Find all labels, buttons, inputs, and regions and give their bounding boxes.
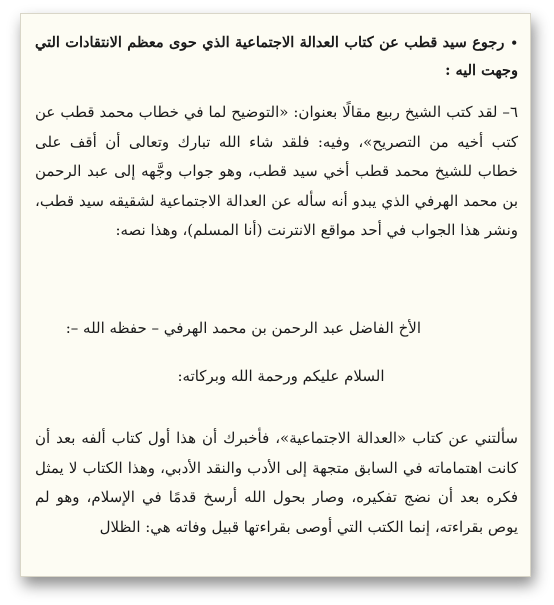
paragraph-letter-body: سألتني عن كتاب «العدالة الاجتماعية»، فأخبرك أن هذا أول كتاب ألفه بعد أن كانت اهتماماته في السابق متجهة إلى الأدب والنقد الأدبي، وهذا الكتاب لا يمثل فكره بعد أن نضج تفكيره، وصار بحول الله أرسخ قدمًا في الإسلام، وهو لم يوص بقراءته، إنما الكتب التي أوصى بقراءتها قبيل وفاته هي: الظلال xyxy=(35,429,518,536)
paragraph-intro: ٦– لقد كتب الشيخ ربيع مقالًا بعنوان: «التوضيح لما في خطاب محمد قطب عن كتب أخيه من التصريح»، وفيه: فلقد شاء الله تبارك وتعالى أن أقف على خطاب للشيخ محمد قطب أخي سيد قطب، وهو جواب وجَّهه إلى عبد الرحمن بن محمد الهرفي الذي يبدو أنه سأله عن العدالة الاجتماعية لشقيقه سيد قطب، ونشر هذا الجواب في أحد مواقع الانترنت (أنا المسلم)، وهذا نصه: xyxy=(35,103,518,239)
section-heading xyxy=(35,29,518,84)
document-page xyxy=(20,13,531,577)
bullet-icon: • xyxy=(510,36,518,50)
letter-greeting: السلام عليكم ورحمة الله وبركاته: xyxy=(177,367,385,385)
letter-salutation: الأخ الفاضل عبد الرحمن بن محمد الهرفي – حفظه الله –: xyxy=(65,319,421,337)
heading-text: رجوع سيد قطب عن كتاب العدالة الاجتماعية الذي حوى معظم الانتقادات التي وجهت اليه : xyxy=(35,34,518,79)
